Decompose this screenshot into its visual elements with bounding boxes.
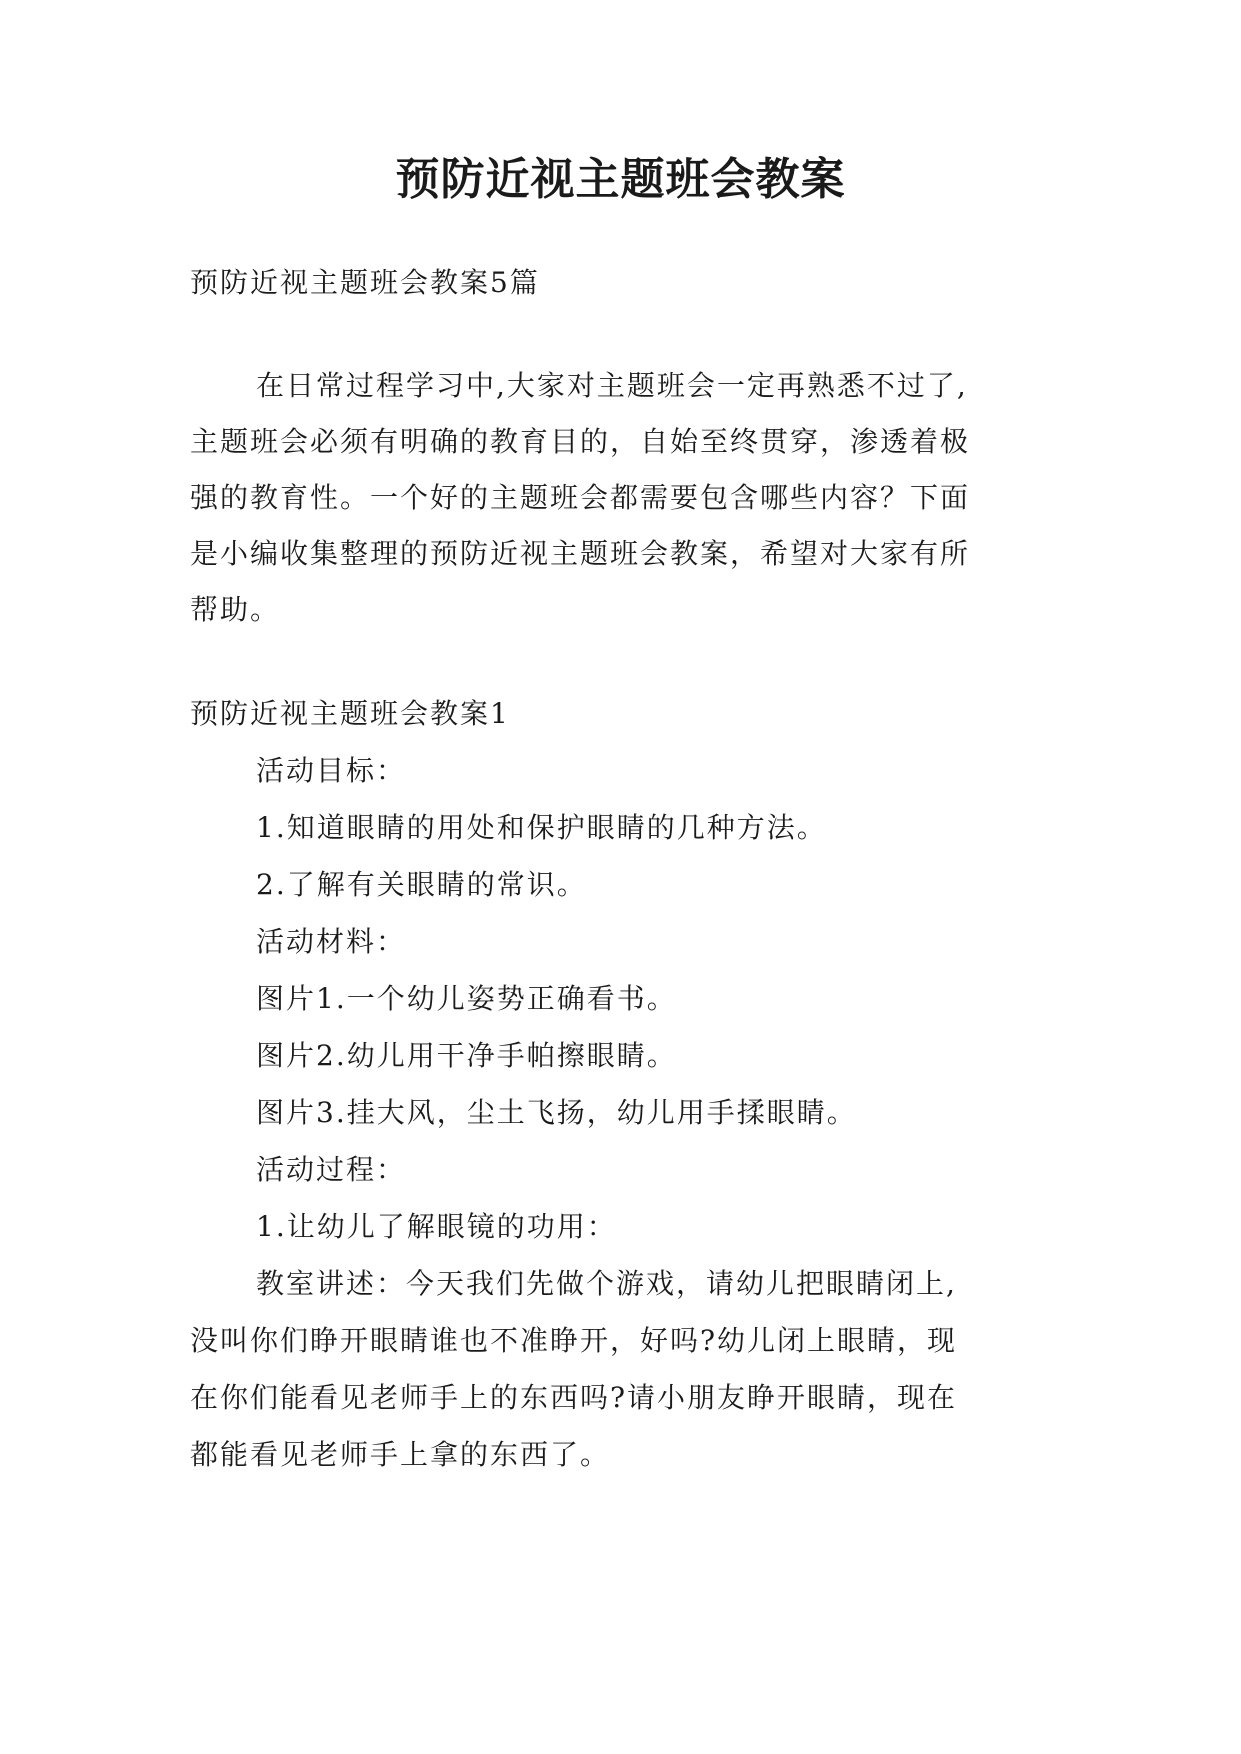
intro-line-5: 帮助。: [190, 593, 281, 626]
document-title: 预防近视主题班会教案: [395, 154, 846, 205]
paragraph-line-3: 在你们能看见老师手上的东西吗?请小朋友睁开眼睛，现在: [190, 1381, 958, 1414]
section-line-3: 2.了解有关眼睛的常识。: [256, 868, 587, 901]
section-line-5: 图片1.一个幼儿姿势正确看书。: [256, 982, 677, 1015]
section-heading: 预防近视主题班会教案1: [190, 697, 510, 730]
section-line-6: 图片2.幼儿用干净手帕擦眼睛。: [256, 1039, 677, 1072]
paragraph-line-2: 没叫你们睁开眼睛谁也不准睁开，好吗?幼儿闭上眼睛，现: [190, 1324, 958, 1357]
paragraph-line-1: 教室讲述：今天我们先做个游戏，请幼儿把眼睛闭上,: [256, 1267, 957, 1300]
intro-line-3: 强的教育性。一个好的主题班会都需要包含哪些内容？下面: [190, 481, 971, 514]
section-line-2: 1.知道眼睛的用处和保护眼睛的几种方法。: [256, 811, 827, 844]
intro-line-4: 是小编收集整理的预防近视主题班会教案，希望对大家有所: [190, 537, 971, 570]
document-subtitle: 预防近视主题班会教案5篇: [190, 266, 540, 299]
paragraph-line-4: 都能看见老师手上拿的东西了。: [190, 1438, 611, 1471]
section-line-8: 活动过程：: [256, 1153, 407, 1186]
section-line-9: 1.让幼儿了解眼镜的功用：: [256, 1210, 617, 1243]
intro-line-2: 主题班会必须有明确的教育目的，自始至终贯穿，渗透着极: [190, 425, 971, 458]
intro-line-1: 在日常过程学习中,大家对主题班会一定再熟悉不过了,: [256, 369, 968, 402]
section-line-1: 活动目标：: [256, 754, 407, 787]
section-line-7: 图片3.挂大风，尘土飞扬，幼儿用手揉眼睛。: [256, 1096, 857, 1129]
section-line-4: 活动材料：: [256, 925, 407, 958]
